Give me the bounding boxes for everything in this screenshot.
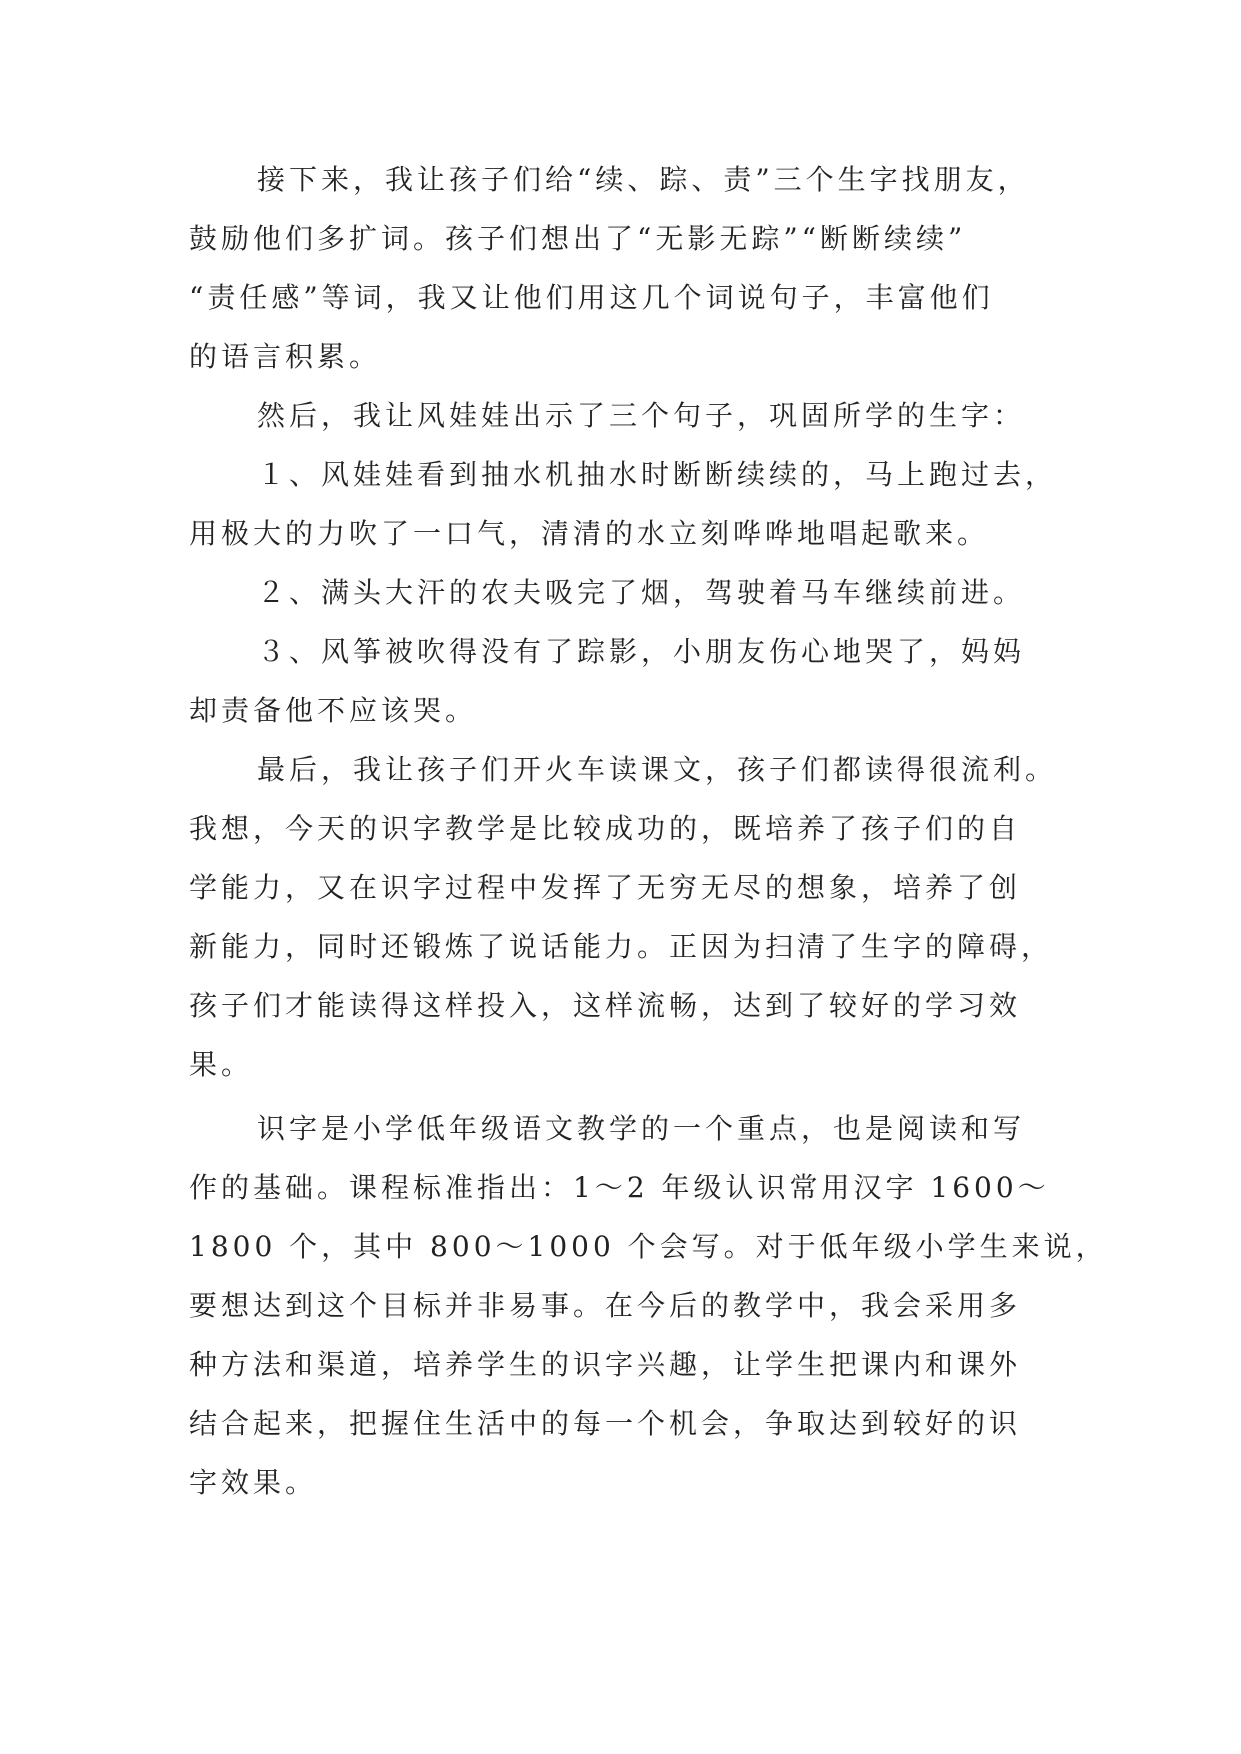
text-line: ２、满头大汗的农夫吸完了烟，驾驶着马车继续前进。	[257, 576, 1026, 609]
text-line: 的语言积累。	[189, 340, 382, 373]
text-line: 字效果。	[189, 1466, 318, 1499]
text-line: 1800 个，其中 800～1000 个会写。对于低年级小学生来说，	[189, 1230, 1108, 1263]
text-line: 用极大的力吹了一口气，清清的水立刻哗哗地唱起歌来。	[189, 517, 990, 550]
text-line: 结合起来，把握住生活中的每一个机会，争取达到较好的识	[189, 1407, 1022, 1440]
text-line: 学能力，又在识字过程中发挥了无穷无尽的想象，培养了创	[189, 871, 1022, 904]
text-line: 要想达到这个目标并非易事。在今后的教学中，我会采用多	[189, 1289, 1022, 1322]
text-line: 却责备他不应该哭。	[189, 694, 478, 727]
text-line: ３、风筝被吹得没有了踪影，小朋友伤心地哭了，妈妈	[257, 635, 1026, 668]
text-line: 孩子们才能读得这样投入，这样流畅，达到了较好的学习效	[189, 989, 1022, 1022]
text-line: １、风娃娃看到抽水机抽水时断断续续的，马上跑过去，	[257, 458, 1058, 491]
text-line: 鼓励他们多扩词。孩子们想出了“无影无踪”“断断续续”	[189, 222, 967, 255]
text-line: 最后，我让孩子们开火车读课文，孩子们都读得很流利。	[257, 753, 1058, 786]
text-line: 果。	[189, 1048, 254, 1081]
text-line: 我想，今天的识字教学是比较成功的，既培养了孩子们的自	[189, 812, 1022, 845]
text-line: “责任感”等词，我又让他们用这几个词说句子，丰富他们	[189, 281, 994, 314]
text-line: 识字是小学低年级语文教学的一个重点，也是阅读和写	[257, 1112, 1026, 1145]
text-line: 接下来，我让孩子们给“续、踪、责”三个生字找朋友，	[257, 163, 1030, 196]
text-line: 种方法和渠道，培养学生的识字兴趣，让学生把课内和课外	[189, 1348, 1022, 1381]
text-line: 新能力，同时还锻炼了说话能力。正因为扫清了生字的障碍，	[189, 930, 1054, 963]
text-line: 作的基础。课程标准指出：1～2 年级认识常用汉字 1600～	[189, 1171, 1050, 1204]
text-line: 然后，我让风娃娃出示了三个句子，巩固所学的生字：	[257, 399, 1026, 432]
